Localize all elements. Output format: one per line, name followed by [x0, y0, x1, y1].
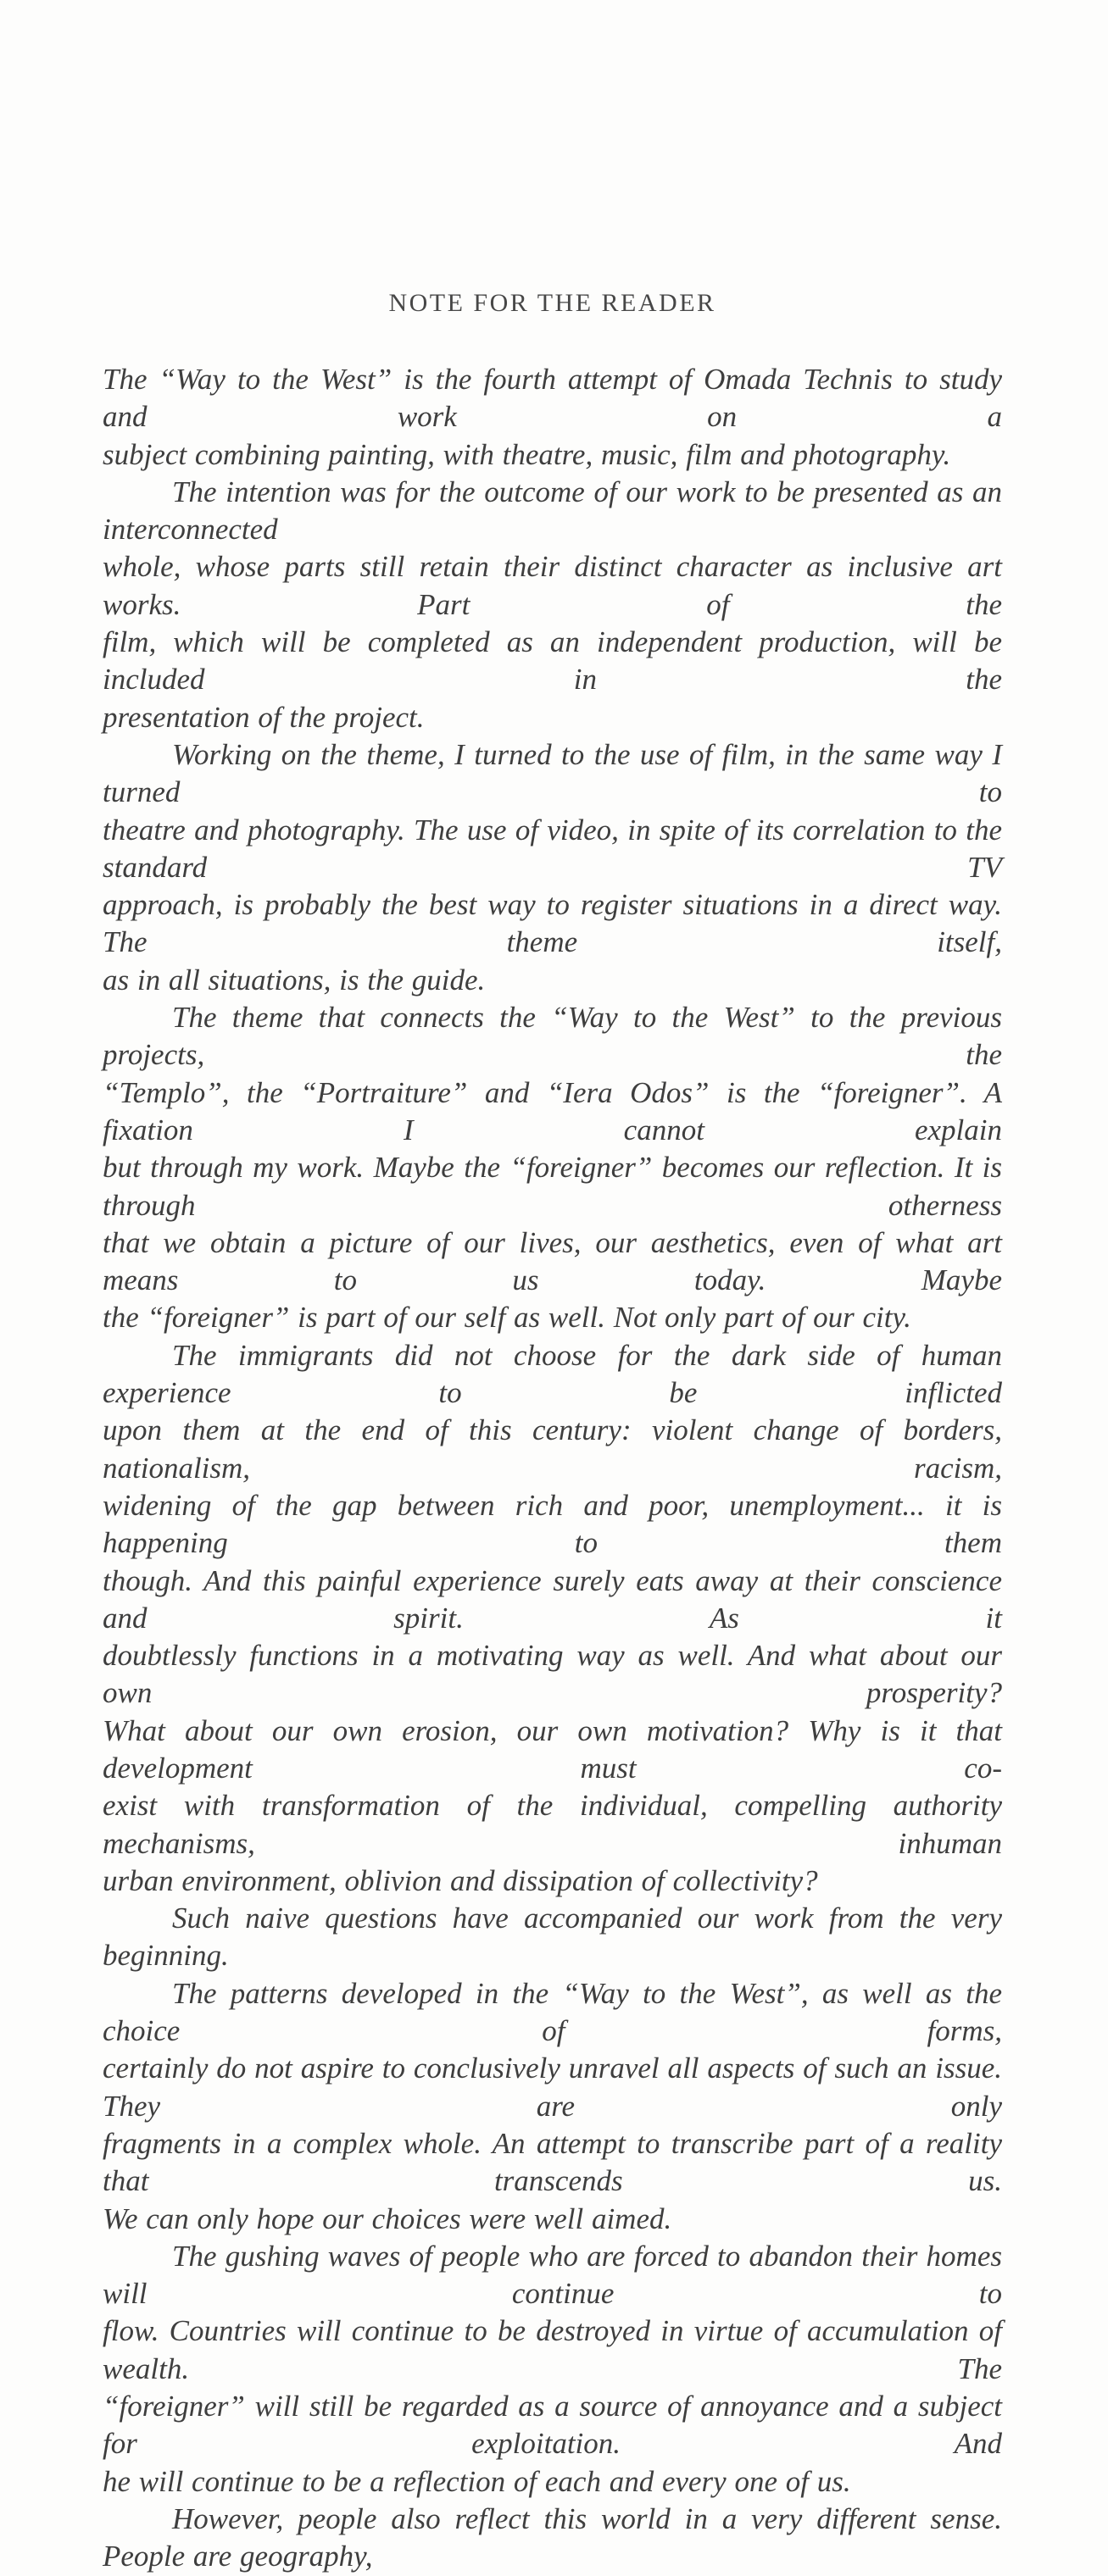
paragraph: [103, 1900, 1002, 1975]
text-line: subject combining painting, with theatre, music, film and photography.: [103, 437, 951, 471]
paragraph: [103, 1337, 1002, 1900]
text-line: as in all situations, is the guide.: [103, 963, 486, 997]
text-column: [103, 0, 1002, 2576]
paragraph: [103, 736, 1002, 999]
paragraph: [103, 474, 1002, 736]
text-line: The theme that connects the “Way to the West” to the previous projects, the: [103, 1001, 1002, 1072]
text-line: Working on the theme, I turned to the use of film, in the same way I turned to: [103, 737, 1002, 809]
page-title: NOTE FOR THE READER: [388, 289, 716, 317]
text-line: We can only hope our choices were well aimed.: [103, 2201, 672, 2235]
text-line: presentation of the project.: [103, 700, 425, 734]
text-line: but through my work. Maybe the “foreigner” becomes our reflection. It is through otherness: [103, 1151, 1002, 1222]
text-line: flow. Countries will continue to be destroyed in virtue of accumulation of wealth. The: [103, 2314, 1002, 2385]
text-line: The “Way to the West” is the fourth attempt of Omada Technis to study and work on a: [103, 363, 1002, 434]
text-line: widening of the gap between rich and poor, unemployment... it is happening to them: [103, 1488, 1002, 1560]
text-line: Such naive questions have accompanied our work from the very beginning.: [103, 1901, 1002, 1973]
text-line: The gushing waves of people who are forced to abandon their homes will continue to: [103, 2239, 1002, 2311]
paragraph: [103, 2238, 1002, 2501]
text-line: approach, is probably the best way to register situations in a direct way. The theme itself,: [103, 888, 1002, 959]
text-line: However, people also reflect this world in a very different sense. People are geography,: [103, 2501, 1002, 2573]
text-line: though. And this painful experience surely eats away at their conscience and spirit. As it: [103, 1563, 1002, 1635]
text-line: exist with transformation of the individual, compelling authority mechanisms, inhuman: [103, 1789, 1002, 1860]
text-line: film, which will be completed as an independent production, will be included in the: [103, 625, 1002, 697]
text-line: upon them at the end of this century: violent change of borders, nationalism, racism,: [103, 1413, 1002, 1485]
text-line: What about our own erosion, our own motivation? Why is it that development must co-: [103, 1713, 1002, 1785]
text-line: “Templo”, the “Portraiture” and “Iera Odos” is the “foreigner”. A fixation I cannot explain: [103, 1075, 1002, 1146]
text-line: the “foreigner” is part of our self as well. Not only part of our city.: [103, 1301, 911, 1335]
text-line: he will continue to be a reflection of each and every one of us.: [103, 2464, 851, 2498]
paragraph: [103, 999, 1002, 1337]
text-line: urban environment, oblivion and dissipation of collectivity?: [103, 1863, 818, 1897]
paragraph: [103, 2501, 1002, 2576]
text-line: doubtlessly functions in a motivating way as well. And what about our own prosperity?: [103, 1639, 1002, 1710]
paragraph: [103, 361, 1002, 474]
paragraph: [103, 1975, 1002, 2238]
text-line: The immigrants did not choose for the dark side of human experience to be inflicted: [103, 1338, 1002, 1410]
text-line: theatre and photography. The use of video, in spite of its correlation to the standard TV: [103, 813, 1002, 884]
text-line: The patterns developed in the “Way to the West”, as well as the choice of forms,: [103, 1976, 1002, 2048]
text-line: that we obtain a picture of our lives, our aesthetics, even of what art means to us today. Maybe: [103, 1225, 1002, 1297]
text-line: certainly do not aspire to conclusively unravel all aspects of such an issue. They are only: [103, 2051, 1002, 2123]
note-text: [103, 361, 1002, 2576]
text-line: “foreigner” will still be regarded as a source of annoyance and a subject for exploitation. And: [103, 2390, 1002, 2461]
text-line: whole, whose parts still retain their distinct character as inclusive art works. Part of the: [103, 550, 1002, 621]
text-line: The intention was for the outcome of our work to be presented as an interconnected: [103, 475, 1002, 547]
text-line: fragments in a complex whole. An attempt to transcribe part of a reality that transcends us.: [103, 2126, 1002, 2198]
